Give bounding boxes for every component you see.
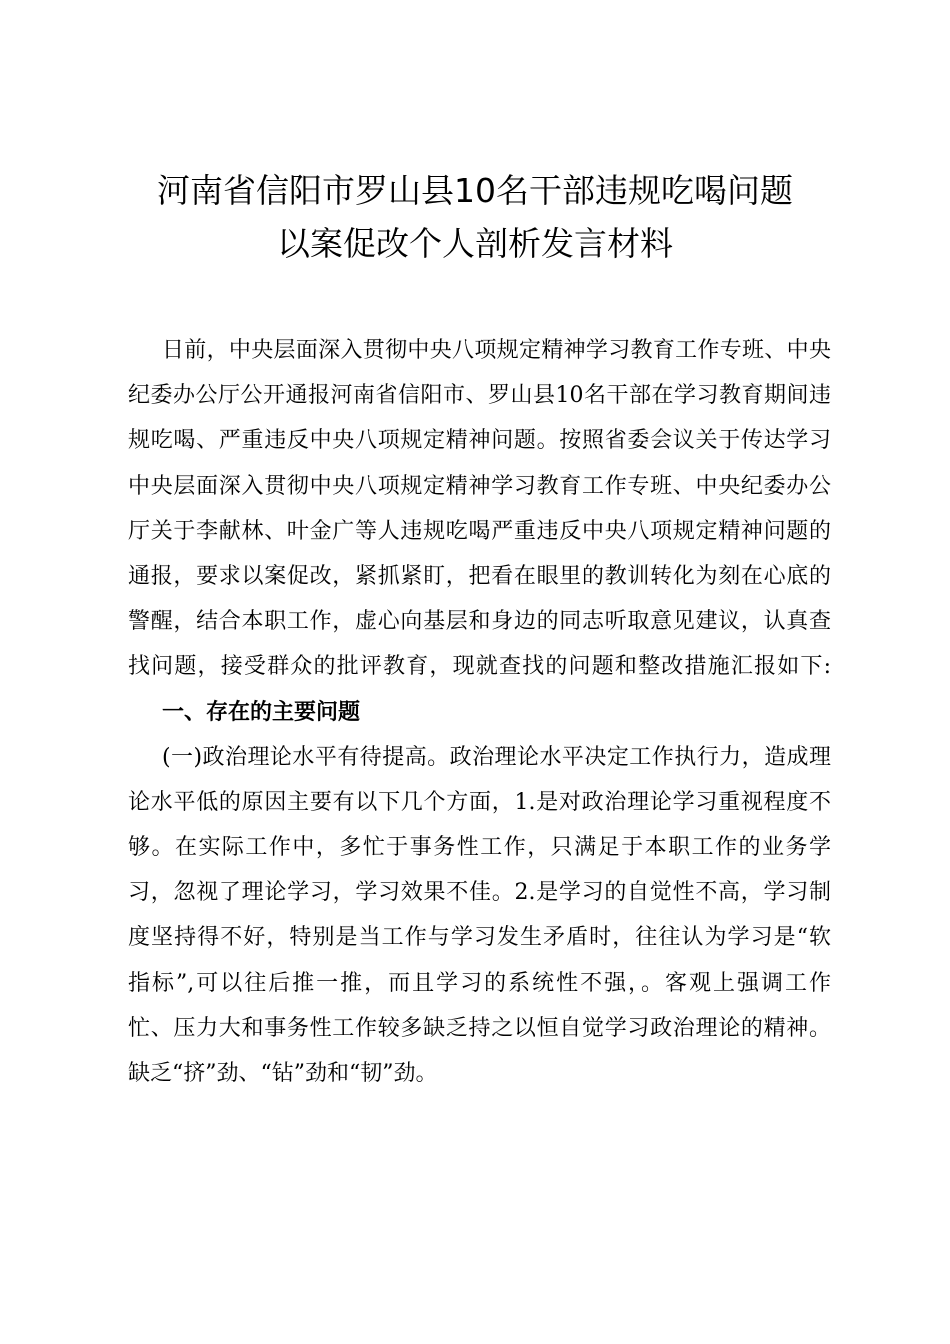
paragraph-line: 厅关于李献林、叶金广等人违规吃喝严重违反中央八项规定精神问题的: [128, 518, 831, 544]
document-title-line-2: 以案促改个人剖析发言材料: [277, 224, 673, 263]
paragraph-line: (一)政治理论水平有待提高。政治理论水平决定工作执行力，造成理: [162, 744, 831, 770]
paragraph-line: 找问题，接受群众的批评教育，现就查找的问题和整改措施汇报如下:: [128, 654, 831, 680]
paragraph-line: 够。在实际工作中，多忙于事务性工作，只满足于本职工作的业务学: [128, 835, 831, 861]
paragraph-line: 日前，中央层面深入贯彻中央八项规定精神学习教育工作专班、中央: [162, 338, 831, 363]
paragraph-line: 指标”,可以往后推一推，而且学习的系统性不强，。客观上强调工作: [128, 970, 831, 996]
document-title-line-1: 河南省信阳市罗山县10名干部违规吃喝问题: [157, 171, 793, 210]
document-body: [128, 334, 831, 1102]
paragraph-line: 警醒，结合本职工作，虚心向基层和身边的同志听取意见建议，认真查: [128, 609, 831, 635]
paragraph-line: 缺乏“挤”劲、“钻”劲和“韧”劲。: [128, 1061, 438, 1086]
paragraph-line: 论水平低的原因主要有以下几个方面，1.是对政治理论学习重视程度不: [128, 789, 831, 815]
section-heading: 一、存在的主要问题: [162, 699, 361, 725]
paragraph-line: 纪委办公厅公开通报河南省信阳市、罗山县10名干部在学习教育期间违: [128, 383, 831, 409]
paragraph-line: 中央层面深入贯彻中央八项规定精神学习教育工作专班、中央纪委办公: [128, 473, 831, 499]
paragraph-line: 度坚持得不好，特别是当工作与学习发生矛盾时，往往认为学习是“软: [128, 925, 831, 951]
paragraph-line: 忙、压力大和事务性工作较多缺乏持之以恒自觉学习政治理论的精神。: [128, 1015, 831, 1041]
paragraph-line: 习，忽视了理论学习，学习效果不佳。2.是学习的自觉性不高，学习制: [128, 880, 831, 906]
paragraph-line: 通报，要求以案促改，紧抓紧盯，把看在眼里的教训转化为刻在心底的: [128, 563, 831, 589]
paragraph-line: 规吃喝、严重违反中央八项规定精神问题。按照省委会议关于传达学习: [128, 428, 831, 454]
